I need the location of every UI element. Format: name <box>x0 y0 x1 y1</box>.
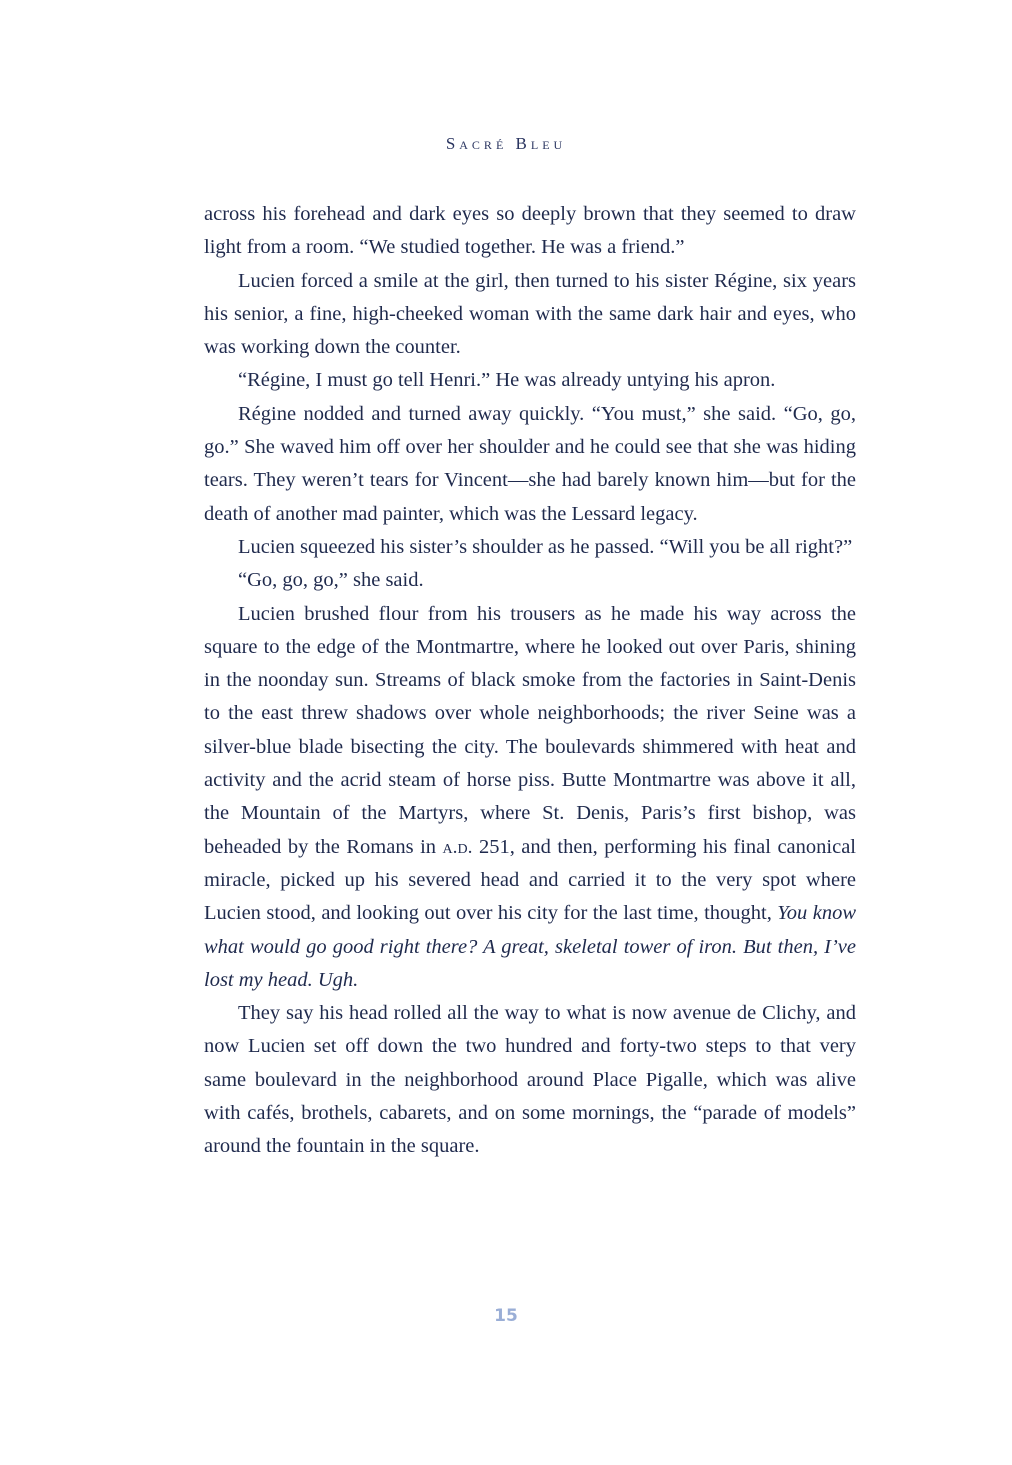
paragraph-text: Lucien brushed flour from his trousers as he made his way across the square to the edge of the Montmartre, where he looked out over Paris, shining in the noonday sun. Streams of black smoke from the factories in Saint-Denis to the east threw shadows over whole neighborhoods; the river Seine was a silver-blue blade bisecting the city. The boulevards shimmered with heat and activity and the acrid steam of horse piss. Butte Montmartre was above it all, the Mountain of the Martyrs, where St. Denis, Paris’s first bishop, was beheaded by the Romans in <box>204 602 856 858</box>
paragraph: “Régine, I must go tell Henri.” He was already untying his apron. <box>238 369 776 392</box>
paragraph: “Go, go, go,” she said. <box>238 569 424 592</box>
paragraph: They say his head rolled all the way to what is now avenue de Clichy, and now Lucien set off down the two hundred and forty-two steps to that very same boulevard in the neighborhood around Place Pigalle, which was alive with cafés, brothels, cabarets, and on some mornings, the “parade of models” around the fountain in the square. <box>204 1002 856 1158</box>
paragraph <box>204 598 856 998</box>
page-number: 15 <box>494 1306 518 1326</box>
body-text <box>204 198 856 1164</box>
paragraph: Lucien forced a smile at the girl, then turned to his sister Régine, six years his senior, a fine, high-cheeked woman with the same dark hair and eyes, who was working down the counter. <box>204 269 856 359</box>
paragraph: Régine nodded and turned away quickly. “You must,” she said. “Go, go, go.” She waved him off over her shoulder and he could see that she was hiding tears. They weren’t tears for Vincent—she had barely known him—but for the death of another mad painter, which was the Lessard legacy. <box>204 402 856 525</box>
running-head: Sacré Bleu <box>445 134 567 153</box>
paragraph-text: 251, and then, performing his final canonical miracle, picked up his severed head and carried it to the very spot where Lucien stood, and looking out over his city for the last time, thought, <box>204 835 856 925</box>
italic-thought: You know what would go good right there? A great, skeletal tower of iron. But then, I’ve lost my head. Ugh. <box>204 902 856 991</box>
paragraph: Lucien squeezed his sister’s shoulder as he passed. “Will you be all right?” <box>238 535 853 558</box>
paragraph-continued: across his forehead and dark eyes so deeply brown that they seemed to draw light from a room. “We studied together. He was a friend.” <box>204 203 856 259</box>
era-abbreviation: a.d. <box>442 836 473 858</box>
